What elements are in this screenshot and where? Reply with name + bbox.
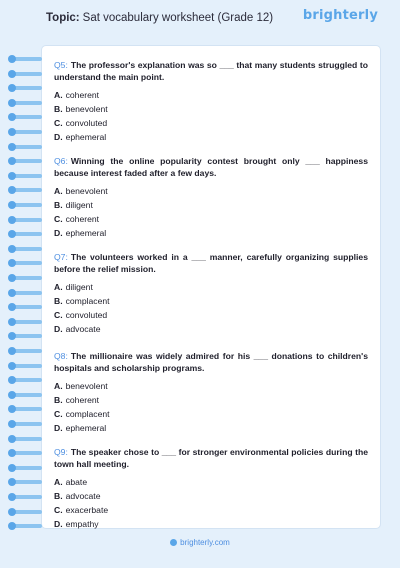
question-q8: [54, 351, 368, 434]
option-letter: D.: [54, 324, 63, 334]
option-letter: C.: [54, 118, 63, 128]
option-c[interactable]: [54, 118, 368, 129]
question-number: Q7:: [54, 252, 68, 262]
binder-ring-icon: [8, 229, 42, 239]
option-letter: C.: [54, 505, 63, 515]
option-text: coherent: [65, 214, 100, 224]
option-letter: D.: [54, 228, 63, 238]
binder-ring-icon: [8, 434, 42, 444]
option-c[interactable]: [54, 214, 368, 225]
option-a[interactable]: [54, 186, 368, 197]
option-letter: A.: [54, 90, 63, 100]
question-text: The millionaire was widely admired for his ___ donations to children's hospitals and scholarship programs.: [54, 351, 368, 373]
option-d[interactable]: [54, 324, 368, 335]
binder-ring-icon: [8, 54, 42, 64]
binder-ring-icon: [8, 521, 42, 531]
binder-ring-icon: [8, 317, 42, 327]
option-a[interactable]: [54, 381, 368, 392]
option-text: exacerbate: [65, 505, 109, 515]
option-letter: B.: [54, 200, 63, 210]
binder-ring-icon: [8, 361, 42, 371]
binder-ring-icon: [8, 331, 42, 341]
binder-ring-icon: [8, 419, 42, 429]
binder-ring-icon: [8, 127, 42, 137]
question-text: Winning the online popularity contest brought only ___ happiness because interest faded after a few days.: [54, 156, 368, 178]
option-letter: D.: [54, 519, 63, 529]
question-text: The professor's explanation was so ___ that many students struggled to understand the main point.: [54, 60, 368, 82]
question-q6: [54, 156, 368, 239]
option-text: ephemeral: [65, 132, 107, 142]
option-c[interactable]: [54, 505, 368, 516]
option-b[interactable]: [54, 104, 368, 115]
option-d[interactable]: [54, 519, 368, 530]
option-letter: A.: [54, 186, 63, 196]
question-q7: [54, 252, 368, 335]
question-stem: [54, 156, 368, 179]
binder-ring-icon: [8, 288, 42, 298]
binder-ring-icon: [8, 83, 42, 93]
binder-ring-icon: [8, 346, 42, 356]
question-number: Q9:: [54, 447, 68, 457]
binder-ring-icon: [8, 156, 42, 166]
question-q9: [54, 447, 368, 530]
binder-ring-icon: [8, 171, 42, 181]
binder-ring-icon: [8, 98, 42, 108]
option-text: benevolent: [65, 186, 108, 196]
option-text: ephemeral: [65, 228, 107, 238]
option-a[interactable]: [54, 477, 368, 488]
question-q5: [54, 60, 368, 143]
binder-ring-icon: [8, 273, 42, 283]
binder-ring-icon: [8, 244, 42, 254]
question-stem: [54, 351, 368, 374]
binder-rings: [0, 46, 46, 536]
option-text: complacent: [65, 409, 110, 419]
option-letter: C.: [54, 214, 63, 224]
option-text: convoluted: [65, 118, 108, 128]
question-text: The volunteers worked in a ___ manner, carefully organizing supplies before the relief mission.: [54, 252, 368, 274]
option-letter: C.: [54, 310, 63, 320]
option-letter: B.: [54, 395, 63, 405]
option-letter: C.: [54, 409, 63, 419]
option-text: diligent: [65, 200, 93, 210]
option-b[interactable]: [54, 395, 368, 406]
option-text: coherent: [65, 90, 100, 100]
option-text: coherent: [65, 395, 100, 405]
option-c[interactable]: [54, 409, 368, 420]
binder-ring-icon: [8, 448, 42, 458]
binder-ring-icon: [8, 463, 42, 473]
footer-url[interactable]: brighterly.com: [180, 538, 230, 547]
binder-ring-icon: [8, 258, 42, 268]
option-d[interactable]: [54, 132, 368, 143]
option-letter: B.: [54, 104, 63, 114]
topic-label: Topic:: [46, 12, 80, 24]
binder-ring-icon: [8, 507, 42, 517]
question-stem: [54, 252, 368, 275]
binder-ring-icon: [8, 215, 42, 225]
question-number: Q8:: [54, 351, 68, 361]
question-stem: [54, 447, 368, 470]
binder-ring-icon: [8, 477, 42, 487]
option-b[interactable]: [54, 200, 368, 211]
option-d[interactable]: [54, 423, 368, 434]
option-b[interactable]: [54, 491, 368, 502]
option-letter: B.: [54, 296, 63, 306]
binder-ring-icon: [8, 404, 42, 414]
option-text: ephemeral: [65, 423, 107, 433]
worksheet-header: [0, 0, 400, 44]
question-text: The speaker chose to ___ for stronger environmental policies during the town hall meeting.: [54, 447, 368, 469]
binder-ring-icon: [8, 200, 42, 210]
option-c[interactable]: [54, 310, 368, 321]
option-d[interactable]: [54, 228, 368, 239]
footer: [0, 538, 400, 547]
option-letter: D.: [54, 423, 63, 433]
binder-ring-icon: [8, 69, 42, 79]
binder-ring-icon: [8, 185, 42, 195]
option-letter: D.: [54, 132, 63, 142]
binder-ring-icon: [8, 492, 42, 502]
binder-ring-icon: [8, 375, 42, 385]
option-letter: A.: [54, 282, 63, 292]
option-text: empathy: [65, 519, 99, 529]
option-text: convoluted: [65, 310, 108, 320]
option-text: benevolent: [65, 381, 108, 391]
topic-line: [46, 12, 273, 24]
question-number: Q6:: [54, 156, 68, 166]
question-stem: [54, 60, 368, 83]
option-text: complacent: [65, 296, 110, 306]
topic-value: Sat vocabulary worksheet (Grade 12): [82, 12, 274, 24]
option-letter: A.: [54, 477, 63, 487]
option-text: benevolent: [65, 104, 108, 114]
option-text: diligent: [65, 282, 93, 292]
option-b[interactable]: [54, 296, 368, 307]
globe-icon: [170, 539, 177, 546]
binder-ring-icon: [8, 142, 42, 152]
option-text: abate: [65, 477, 88, 487]
option-letter: A.: [54, 381, 63, 391]
binder-ring-icon: [8, 390, 42, 400]
option-a[interactable]: [54, 282, 368, 293]
option-a[interactable]: [54, 90, 368, 101]
option-text: advocate: [65, 324, 101, 334]
option-letter: B.: [54, 491, 63, 501]
binder-ring-icon: [8, 112, 42, 122]
option-text: advocate: [65, 491, 101, 501]
brand-logo: brighterly: [302, 8, 378, 23]
binder-ring-icon: [8, 302, 42, 312]
question-number: Q5:: [54, 60, 68, 70]
